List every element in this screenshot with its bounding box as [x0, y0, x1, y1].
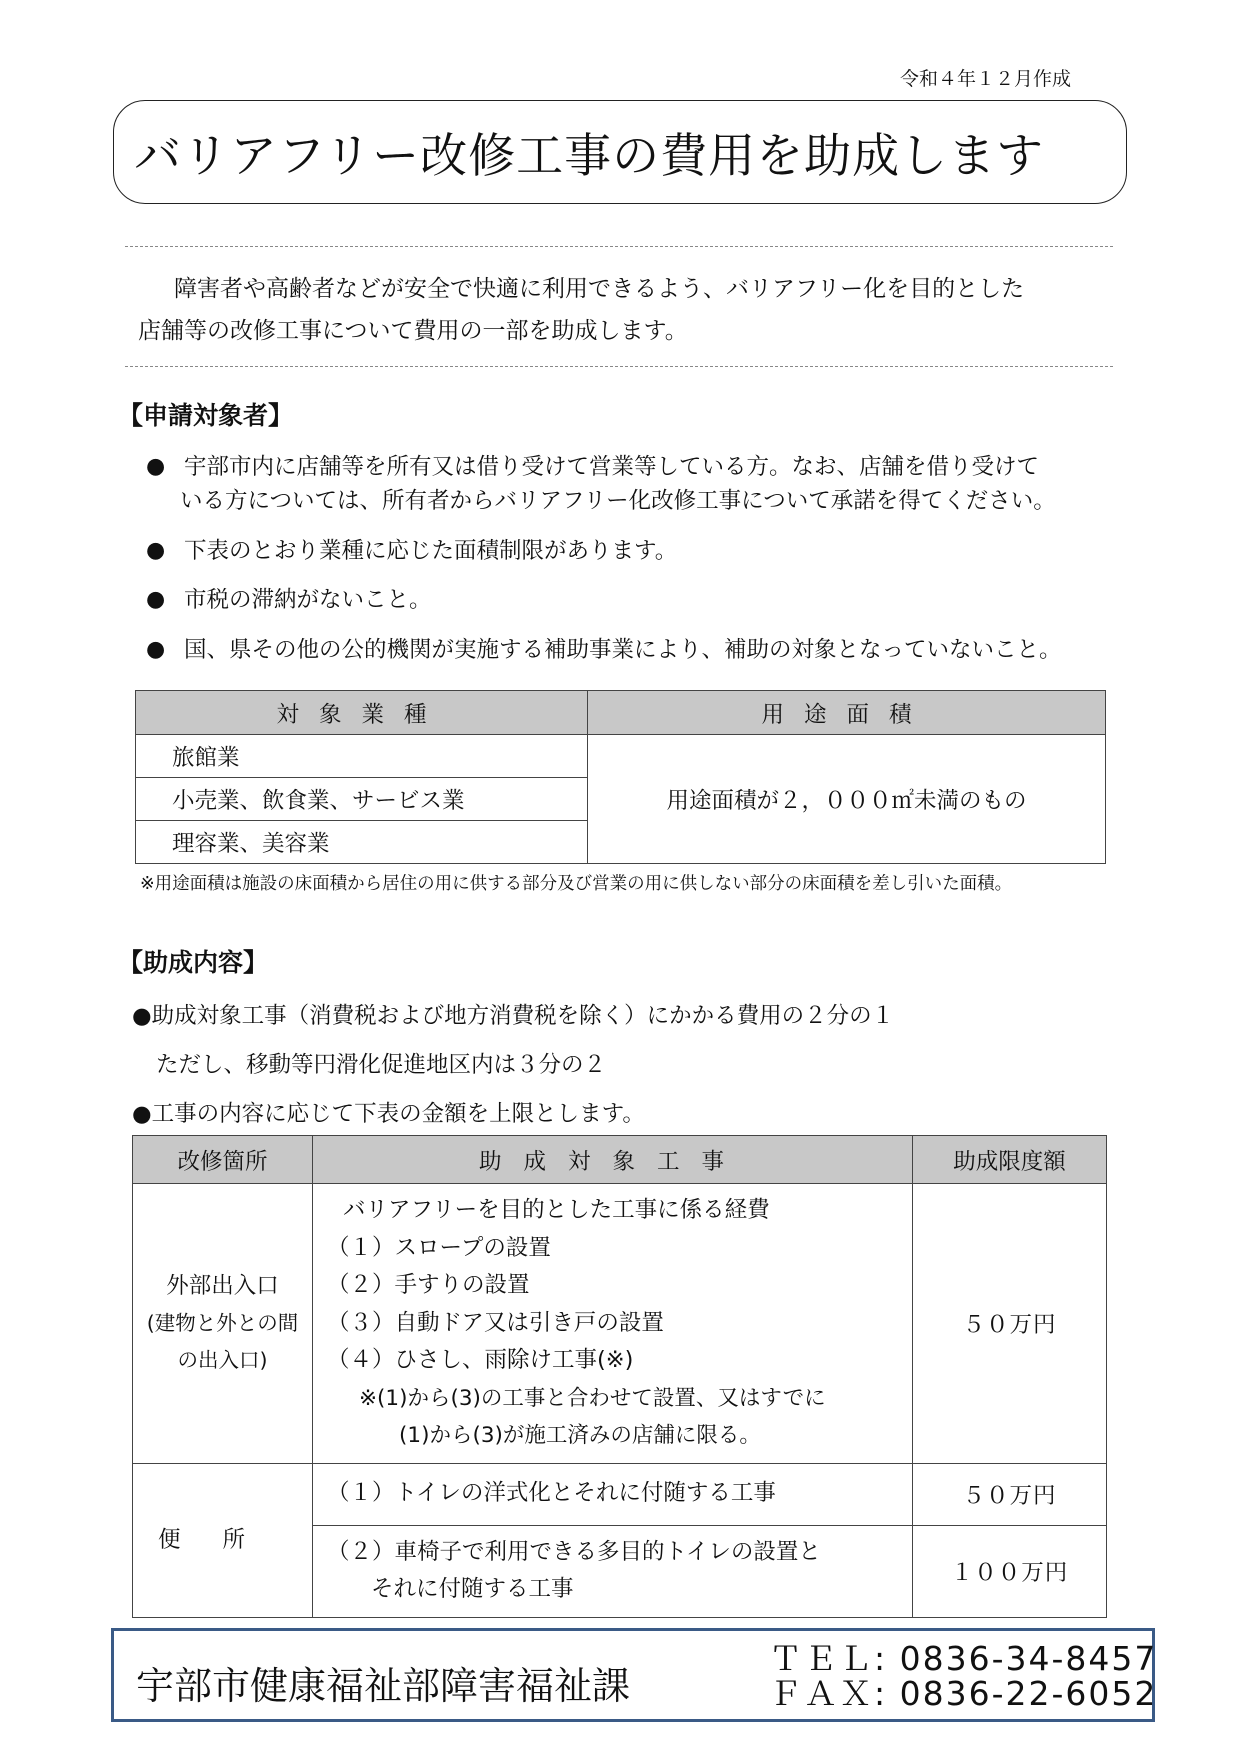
divider-bottom [125, 366, 1113, 367]
toilet-location-cell: 便所 [133, 1463, 313, 1617]
contact-box [111, 1628, 1158, 1722]
area-table-header-industry: 対象業種 [136, 691, 588, 735]
tel-number: ＴＥＬ: 0836-34-8457 [769, 1639, 1158, 1678]
area-note: ※用途面積は施設の床面積から居住の用に供する部分及び営業の用に供しない部分の床面積を差し引いた面積。 [140, 874, 1013, 894]
subsidy-rate-line: ●助成対象工事（消費税および地方消費税を除く）にかかる費用の２分の１ [132, 1003, 895, 1029]
subsidy-exception-line: ただし、移動等円滑化促進地区内は３分の２ [156, 1052, 607, 1078]
divider-top [125, 246, 1113, 247]
title-box [113, 100, 1127, 204]
industry-cell: 理容業、美容業 [136, 821, 588, 864]
entrance-location-cell: 外部出入口 (建物と外との間 の出入口) [133, 1184, 313, 1464]
applicant-item-4: ● 国、県その他の公的機関が実施する補助事業により、補助の対象となっていないこと。 [146, 633, 1136, 667]
area-limit-cell: 用途面積が２，０００㎡未満のもの [588, 735, 1106, 864]
subsidy-limit-line: ●工事の内容に応じて下表の金額を上限とします。 [132, 1101, 645, 1127]
entrance-work-cell: バリアフリーを目的とした工事に係る経費 （１）スロープの設置 （２）手すりの設置 （３）自動ドア又は引き戸の設置 （４）ひさし、雨除け工事(※) ※(1)から(3)の工事と合わせて設置、又はすでに (1)から(3)が施工済みの店舗に限る。 [313, 1184, 913, 1464]
industry-cell: 小売業、飲食業、サービス業 [136, 778, 588, 821]
intro-line-2: 店舗等の改修工事について費用の一部を助成します。 [138, 318, 688, 344]
creation-date: 令和４年１２月作成 [900, 68, 1072, 90]
intro-paragraph [138, 268, 1118, 352]
department-name: 宇部市健康福祉部障害福祉課 [136, 1664, 631, 1708]
bullet-icon: ● [146, 587, 166, 612]
area-limit-table [135, 690, 1106, 864]
page-title: バリアフリー改修工事の費用を助成します [134, 129, 1045, 184]
bullet-icon: ● [146, 454, 166, 479]
fax-number: ＦＡＸ: 0836-22-6052 [769, 1674, 1158, 1713]
toilet-amount-cell-2: １００万円 [913, 1525, 1107, 1617]
toilet-work-cell-2: （２）車椅子で利用できる多目的トイレの設置と それに付随する工事 [313, 1525, 913, 1617]
applicant-item-3: ● 市税の滞納がないこと。 [146, 583, 1136, 617]
bullet-icon: ● [146, 637, 166, 662]
work-table-header-amount: 助成限度額 [913, 1136, 1107, 1184]
contact-numbers [769, 1641, 1157, 1711]
applicant-item-2: ● 下表のとおり業種に応じた面積制限があります。 [146, 534, 1136, 568]
toilet-amount-cell-1: ５０万円 [913, 1463, 1107, 1525]
subsidy-heading: 【助成内容】 [118, 948, 269, 977]
bullet-icon: ● [146, 538, 166, 563]
work-table-header-work: 助成対象工事 [313, 1136, 913, 1184]
toilet-work-cell-1: （１）トイレの洋式化とそれに付随する工事 [313, 1463, 913, 1525]
subsidy-work-table [132, 1135, 1107, 1618]
work-table-header-location: 改修箇所 [133, 1136, 313, 1184]
industry-cell: 旅館業 [136, 735, 588, 778]
intro-line-1: 障害者や高齢者などが安全で快適に利用できるよう、バリアフリー化を目的とした [174, 276, 1025, 302]
applicants-heading: 【申請対象者】 [118, 401, 294, 430]
applicant-item-1: ● 宇部市内に店舗等を所有又は借り受けて営業等している方。なお、店舗を借り受けて いる方については、所有者からバリアフリー化改修工事について承諾を得てください。 [146, 450, 1136, 518]
area-table-header-area: 用途面積 [588, 691, 1106, 735]
entrance-amount-cell: ５０万円 [913, 1184, 1107, 1464]
